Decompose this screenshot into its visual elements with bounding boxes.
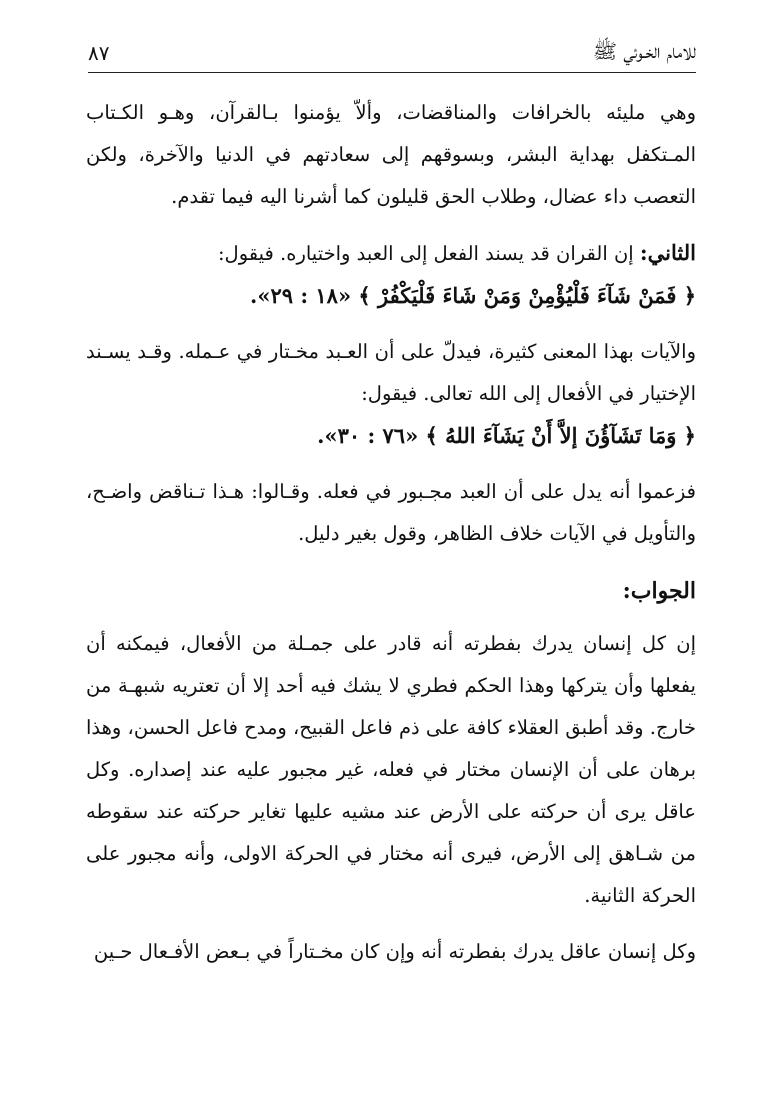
paragraph-6: وكل إنسان عاقل يدرك بفطرته أنه وإن كان مخـتاراً في بـعض الأفـعال حـين [93,940,696,963]
paragraph-1: وهي مليئه بالخرافات والمناقضات، وألاّ يؤمنوا بـالقرآن، وهـو الكـتاب المـتكفل بهداية البشر، وبسوقهم إلى سعادتهم في الدنيا والآخرة، ولكن التعصب داء عضال، وطلاب الحق قليلون كما أشرنا اليه فيما تقدم. [86,101,696,208]
quran-verse-2: ﴿ وَمَا تَشَآؤُنَ إلاَّ أَنْ يَشَآءَ اللهُ ﴾ «٧٦ : ٣٠». [317,423,696,448]
paragraph-3: والآيات بهذا المعنى كثيرة، فيدلّ على أن العـبد مخـتار في عـمله. وقـد يسـند الإختيار في الأفعال إلى الله تعالى. فيقول: [86,340,696,405]
paragraph-2-lead: الثاني: [639,240,696,265]
quran-verse-1: ﴿ فَمَنْ شَآءَ فَلْيُؤْمِنْ وَمَنْ شَاءَ فَلْيَكْفُرْ ﴾ «١٨ : ٢٩». [250,283,696,308]
paragraph-2 [86,232,696,275]
header-rule [88,72,696,73]
page-number: ٨٧ [88,41,110,65]
page-body [86,92,696,973]
running-title: للامام الخـوئي ﷺ [592,38,696,63]
section-heading-answer: الجواب: [622,578,696,604]
paragraph-2-text: إن القران قد يسند الفعل إلى العبد واختياره. فيقول: [217,242,640,265]
paragraph-4: فزعموا أنه يدل على أن العبد مجـبور في فعله. وقـالوا: هـذا تـناقض واضـح، والتأويل في الآيات خلاف الظاهر، وقول بغير دليل. [86,480,696,545]
paragraph-5: إن كل إنسان يدرك بفطرته أنه قادر على جمـلة من الأفعال، فيمكنه أن يفعلها وأن يتركها وهذا الحكم فطري لا يشك فيه أحد إلا أن تعتريه شبهـة من خارج. وقد أطبق العقلاء كافة على ذم فاعل القبيح، ومدح فاعل الحسن، وهذا برهان على أن الإنسان مختار في فعله، غير مجبور عليه عند إصداره. وكل عاقل يرى أن حركته على الأرض عند مشيه عليها تغاير حركته عند سقوطه من شـاهق إلى الأرض، فيرى أنه مختار في الحركة الاولى، وأنه مجبور على الحركة الثانية. [86,632,696,907]
running-header [88,38,696,68]
